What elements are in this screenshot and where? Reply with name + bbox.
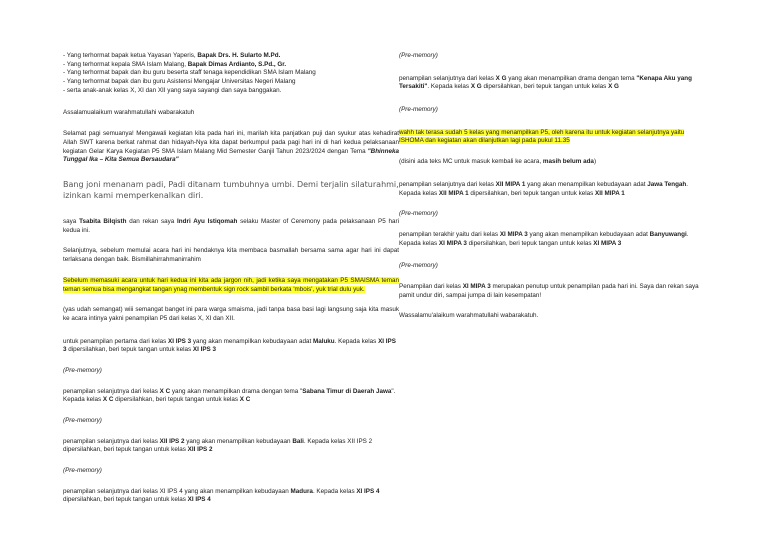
pre-memory-note: (Pre-memory) (399, 210, 438, 218)
pre-memory-note: (Pre-memory) (63, 467, 102, 475)
opening-paragraph: Selamat pagi semuanya! Mengawali kegiatan kita pada hari ini, marilah kita panjatkan puji dan syukur atas kehadirat Allah SWT karena berkat rahmat dan hidayah-Nya kita dapat berkumpul pada pagi hari ini di hari kedua pelaksanaan kegiatan Gelar Karya Kegiatan P5 SMA Islam Malang Mid Semester Ganjil Tahun 2023/2024 dengan Tema "Bhinneka Tunggal Ika – Kita Semua Bersaudara" (63, 130, 399, 164)
performance-2: penampilan selanjutnya dari kelas X C yang akan menampilkan drama dengan tema "Sabana Timur di Daerah Jawa". Kepada kelas X C dipersilahkan, beri tepuk tangan untuk kelas X C (63, 387, 396, 404)
performance-7: penampilan terakhir yaitu dari kelas XI MIPA 3 yang akan menampilkan kebudayaan adat Banyuwangi. Kepada kelas XI MIPA 3 dipersilahkan, beri tepuk tangan untuk kelas XI MIPA 3 (399, 230, 689, 247)
greeting-item: - Yang terhormat bapak dan ibu guru beserta staff tenaga kependidikan SMA Islam Malang (63, 69, 316, 77)
salam-text: Assalamualaikum warahmatullahi wabarakatuh (63, 109, 195, 117)
greeting-item: - serta anak-anak kelas X, XI dan XII yang saya sayangi dan saya banggakan. (63, 86, 282, 94)
greeting-item: - Yang terhormat bapak dan ibu guru Asistensi Mengajar Universitas Negeri Malang (63, 78, 296, 86)
pre-memory-note: (Pre-memory) (63, 417, 102, 424)
jargon-paragraph: Sebelum memasuki acara untuk hari kedua ini kita ada jargon nih, jadi ketika saya mengatakan P5 SMAISMA teman teman semua bisa mengangkat tangan ynag membentuk sign rock sambil berkata 'mbois', yuk trial dulu yuk. (63, 276, 399, 293)
mc-introduction: saya Tsabita Bilqisth dan rekan saya Indri Ayu Istiqomah selaku Master of Ceremony pada pelaksanaan P5 hari kedua ini. (63, 218, 400, 234)
pre-memory-note: (Pre-memory) (399, 106, 438, 114)
pre-memory-note: (Pre-memory) (63, 366, 102, 374)
performance-4: penampilan selanjutnya dari kelas XI IPS 4 yang akan menampilkan kebudayaan Madura. Kepada kelas XI IPS 4 dipersilahkan, beri tepuk tangan untuk kelas XI IPS 4 (63, 487, 380, 504)
ishoma-paragraph: wahh tak terasa sudah 5 kelas yang menampilkan P5, oleh karena itu untuk kegiatan selanjutnya yaitu ISHOMA dan kegiatan akan dilanjutkan lagi pada pukul 11.35 (399, 128, 685, 145)
pre-memory-note: (Pre-memory) (399, 262, 438, 270)
spirit-paragraph: (yas udah semangat) wiii semangat banget ini para warga smaisma, jadi tanpa basa basi lagi langsung saja kita masuk ke acara intinya yakni penampilan P5 dari kelas X, XI dan XII. (63, 306, 399, 322)
farewell-text: Wassalamu'alaikum warahmatullahi wabarakatuh. (399, 312, 539, 320)
left-column (63, 52, 399, 517)
mc-note: (disini ada teks MC untuk masuk kembali ke acara, masih belum ada) (399, 158, 597, 166)
pre-memory-note: (Pre-memory) (399, 52, 438, 59)
performance-5: penampilan selanjutnya dari kelas X G yang akan menampilkan drama dengan tema "Kenapa Aku yang Tersakiti". Kepada kelas X G dipersilahkan, beri tepuk tangan untuk kelas X G (399, 74, 692, 91)
pantun-text: Bang joni menanam padi, Padi ditanam tumbuhnya umbi. Demi terjalin silaturahmi, izinkan kami memperkenalkan diri. (63, 179, 399, 201)
greetings-list (63, 52, 399, 95)
performance-3: penampilan selanjutnya dari kelas XII IPS 2 yang akan menampilkan kebudayaan Bali. Kepada kelas XII IPS 2 dipersilahkan, beri tepuk tangan untuk kelas XII IPS 2 (63, 437, 373, 454)
performance-6: penampilan selanjutnya dari kelas XII MIPA 1 yang akan menampilkan kebudayaan adat Jawa Tengah. Kepada kelas XII MIPA 1 dipersilahkan, beri tepuk tangan untuk kelas XII MIPA 1 (399, 180, 689, 197)
closing-paragraph: Penampilan dari kelas XI MIPA 3 merupakan penutup untuk penampilan pada hari ini. Saya dan rekan saya pamit undur diri, sampai jumpa di lain kesempatan! (399, 282, 699, 299)
right-column (399, 52, 705, 333)
performance-1: untuk penampilan pertama dari kelas XI IPS 3 yang akan menampilkan kebudayaan adat Maluku. Kepada kelas XI IPS 3 dipersilahkan, beri tepuk tangan untuk kelas XI IPS 3 (63, 337, 396, 354)
prayer-paragraph: Selanjutnya, sebelum memulai acara hari ini hendaknya kita membaca basmallah bersama sama agar hari ini dapat terlaksana dengan baik. Bismillahirrahmanirrahim (63, 247, 399, 264)
greeting-item: - Yang terhormat bapak ketua Yayasan Yaperis, Bapak Drs. H. Sularto M.Pd. (63, 52, 281, 59)
greeting-item: - Yang terhormat kepala SMA Islam Malang, Bapak Dimas Ardianto, S.Pd., Gr. (63, 60, 287, 68)
